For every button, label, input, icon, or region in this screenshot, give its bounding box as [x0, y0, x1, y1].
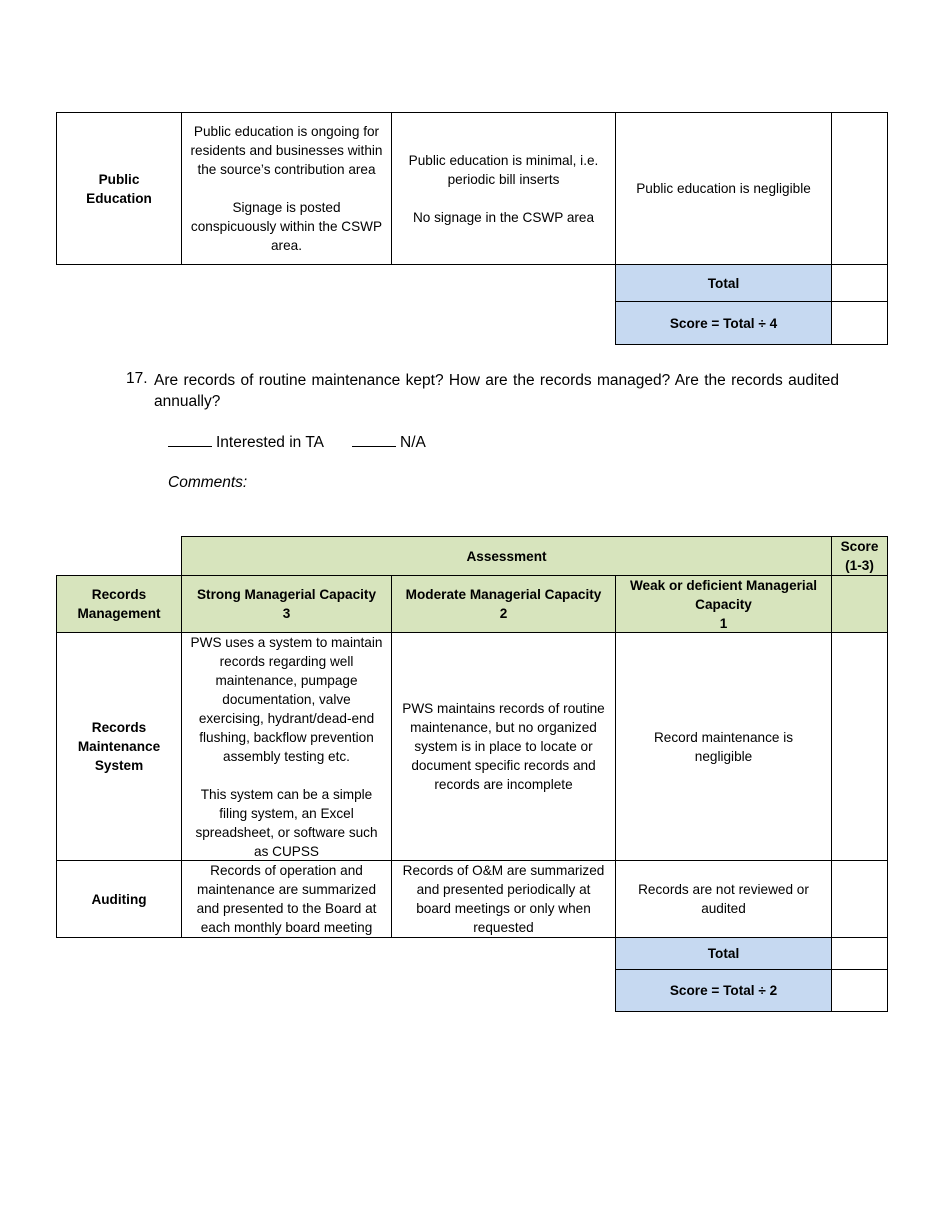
- records-maintenance-score[interactable]: [831, 632, 888, 861]
- table2-score-label: Score = Total ÷ 2: [615, 969, 832, 1012]
- table1-score-value[interactable]: [831, 301, 888, 345]
- auditing-moderate: Records of O&M are summarized and presented periodically at board meetings or only when requested: [391, 860, 616, 938]
- assessment-header: Assessment: [181, 536, 832, 576]
- moderate-capacity-header: Moderate Managerial Capacity 2: [391, 575, 616, 633]
- moderate-text-2: No signage in the CSWP area: [412, 209, 595, 225]
- table2-total-label: Total: [615, 937, 832, 970]
- moderate-text-1: Public education is minimal, i.e. periodic bill inserts: [408, 152, 599, 187]
- records-maintenance-weak: Record maintenance is negligible: [615, 632, 832, 861]
- public-education-strong: [181, 112, 392, 265]
- records-management-header: Records Management: [56, 575, 182, 633]
- public-education-score-cell[interactable]: [831, 112, 888, 265]
- option-na[interactable]: N/A: [352, 432, 426, 452]
- table2-total-value[interactable]: [831, 937, 888, 970]
- weak-capacity-header: Weak or deficient Managerial Capacity 1: [615, 575, 832, 633]
- auditing-weak: Records are not reviewed or audited: [615, 860, 832, 938]
- table1-total-label: Total: [615, 264, 832, 302]
- auditing-strong: Records of operation and maintenance are summarized and presented to the Board at each monthly board meeting: [181, 860, 392, 938]
- comments-label: Comments:: [168, 474, 248, 491]
- auditing-label: Auditing: [56, 860, 182, 938]
- records-maintenance-label: Records Maintenance System: [56, 632, 182, 861]
- question-number: 17.: [126, 370, 148, 387]
- table1-total-value[interactable]: [831, 264, 888, 302]
- strong-text-2: Signage is posted conspicuously within the CSWP area.: [190, 200, 383, 253]
- public-education-moderate: [391, 112, 616, 265]
- table2-score-value[interactable]: [831, 969, 888, 1012]
- strong-capacity-header: Strong Managerial Capacity 3: [181, 575, 392, 633]
- option-interested-ta[interactable]: Interested in TA: [168, 432, 324, 452]
- public-education-weak: Public education is negligible: [615, 112, 832, 265]
- public-education-label: Public Education: [56, 112, 182, 265]
- strong-text-1: Public education is ongoing for residents and businesses within the source’s contribution area: [190, 124, 383, 177]
- table1-score-label: Score = Total ÷ 4: [615, 301, 832, 345]
- records-maintenance-moderate: PWS maintains records of routine maintenance, but no organized system is in place to locate or document specific records and records are incomplete: [391, 632, 616, 861]
- records-maintenance-strong: PWS uses a system to maintain records regarding well maintenance, pumpage documentation, valve exercising, hydrant/dead-end flushing, backflow prevention assembly testing etc. This system can be a simple filing system, an Excel spreadsheet, or software such as CUPSS: [181, 632, 392, 861]
- ta-blank[interactable]: [168, 432, 212, 447]
- na-blank[interactable]: [352, 432, 396, 447]
- question-text: Are records of routine maintenance kept? How are the records managed? Are the records audited annually?: [154, 372, 839, 410]
- auditing-score[interactable]: [831, 860, 888, 938]
- score-header-blank: [831, 575, 888, 633]
- score-header: Score (1-3): [831, 536, 888, 576]
